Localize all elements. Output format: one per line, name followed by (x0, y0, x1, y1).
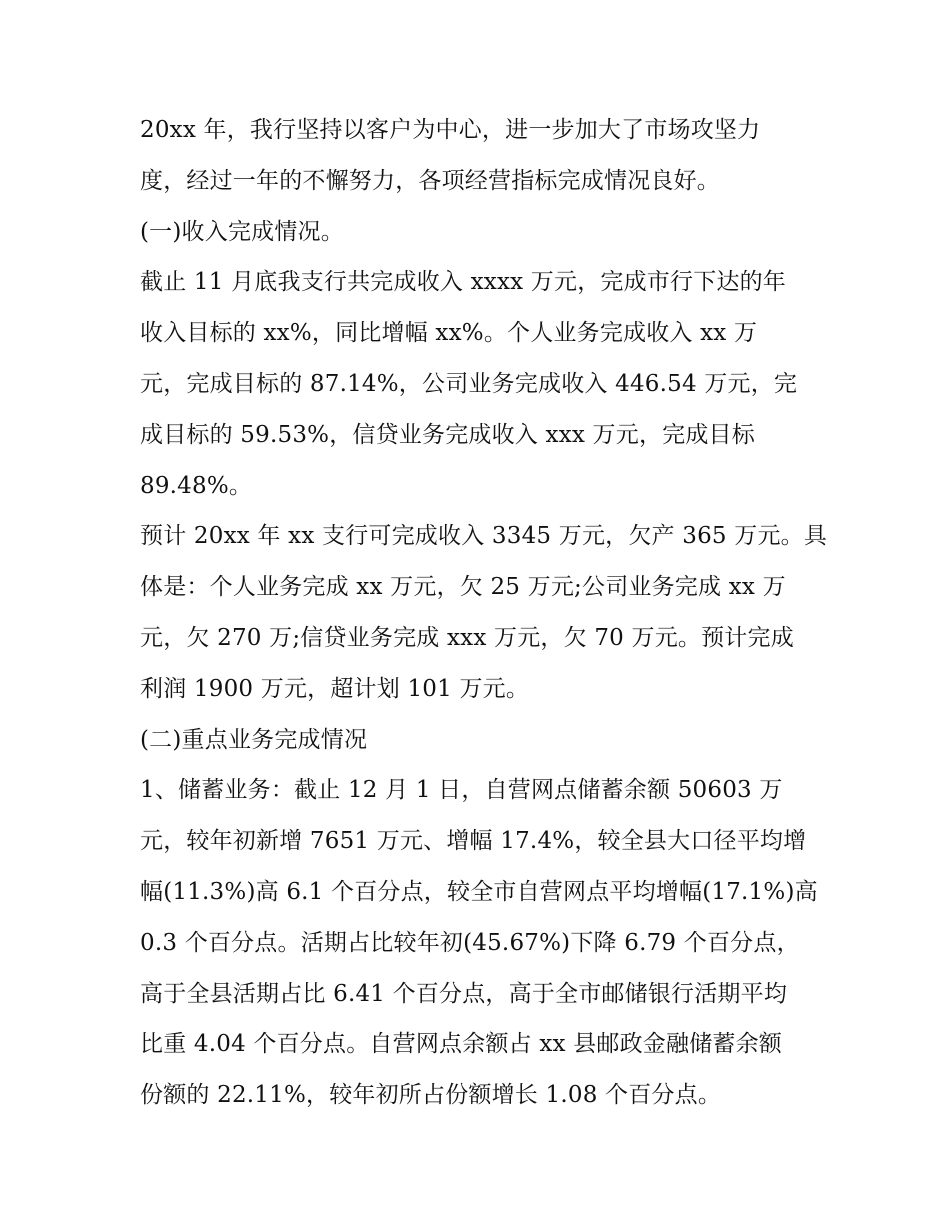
section-heading-income: (一)收入完成情况。 (140, 218, 344, 245)
paragraph-savings-line: 幅(11.3%)高 6.1 个百分点，较全市自营网点平均增幅(17.1%)高 (140, 878, 818, 905)
document-body (140, 105, 840, 1121)
paragraph-income-line: 截止 11 月底我支行共完成收入 xxxx 万元，完成市行下达的年 (140, 269, 786, 296)
paragraph-intro-line: 20xx 年，我行坚持以客户为中心，进一步加大了市场攻坚力 (140, 117, 761, 143)
paragraph-savings-line: 份额的 22.11%，较年初所占份额增长 1.08 个百分点。 (140, 1082, 722, 1109)
paragraph-income-line: 元，完成目标的 87.14%，公司业务完成收入 446.54 万元，完 (140, 370, 798, 397)
paragraph-income-line: 收入目标的 xx%，同比增幅 xx%。个人业务完成收入 xx 万 (140, 320, 758, 347)
paragraph-savings-line: 0.3 个百分点。活期占比较年初(45.67%)下降 6.79 个百分点， (140, 929, 800, 956)
section-heading-key-business: (二)重点业务完成情况 (140, 726, 368, 753)
paragraph-savings-line: 1、储蓄业务：截止 12 月 1 日，自营网点储蓄余额 50603 万 (140, 777, 783, 804)
paragraph-forecast-line: 预计 20xx 年 xx 支行可完成收入 3345 万元，欠产 365 万元。具 (140, 523, 828, 550)
paragraph-intro-line: 度，经过一年的不懈努力，各项经营指标完成情况良好。 (140, 167, 720, 194)
paragraph-forecast-line: 元，欠 270 万;信贷业务完成 xxx 万元，欠 70 万元。预计完成 (140, 624, 794, 651)
paragraph-savings-line: 高于全县活期占比 6.41 个百分点，高于全市邮储银行活期平均 (140, 980, 788, 1007)
paragraph-forecast-line: 利润 1900 万元，超计划 101 万元。 (140, 675, 530, 702)
paragraph-forecast-line: 体是：个人业务完成 xx 万元，欠 25 万元;公司业务完成 xx 万 (140, 574, 786, 601)
paragraph-income-line: 89.48%。 (140, 472, 253, 499)
paragraph-savings-line: 比重 4.04 个百分点。自营网点余额占 xx 县邮政金融储蓄余额 (140, 1031, 782, 1058)
paragraph-income-line: 成目标的 59.53%，信贷业务完成收入 xxx 万元，完成目标 (140, 421, 755, 448)
paragraph-savings-line: 元，较年初新增 7651 万元、增幅 17.4%，较全县大口径平均增 (140, 828, 807, 855)
